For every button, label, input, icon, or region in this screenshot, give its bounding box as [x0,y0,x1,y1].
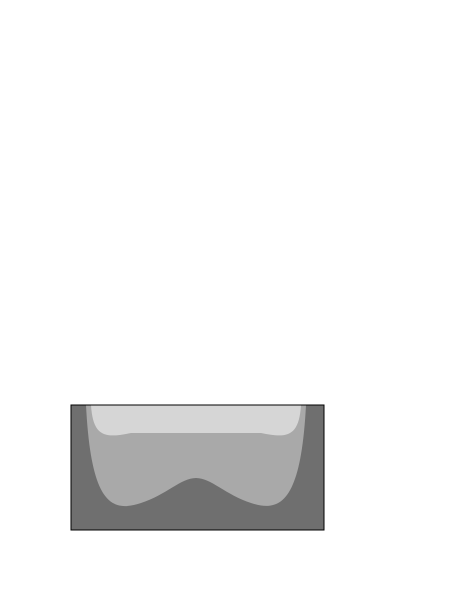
document-body [31,62,446,98]
page-header [31,38,451,54]
ocean-cross-section-svg [31,383,331,593]
ocean-cross-section-figure [31,383,331,593]
figure-caption [331,391,449,397]
mixed-layer-region [91,405,301,435]
